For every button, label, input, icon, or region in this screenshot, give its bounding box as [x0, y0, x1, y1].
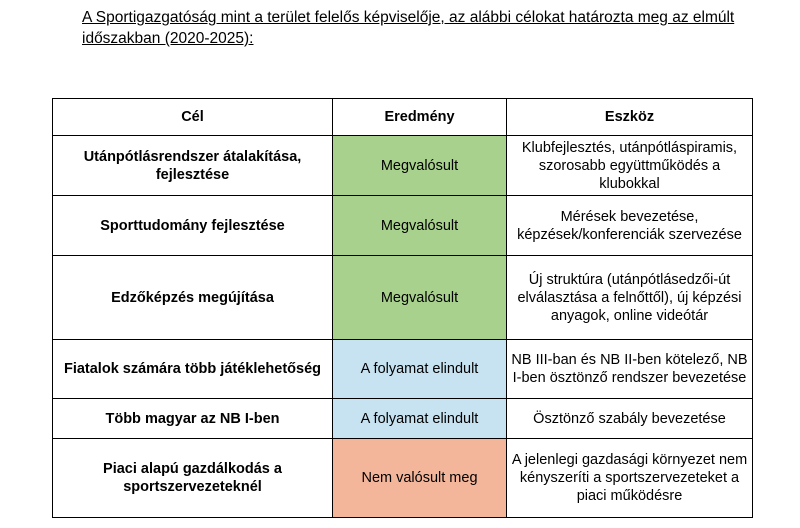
tool-cell: A jelenlegi gazdasági környezet nem kényszeríti a sportszervezeteket a piaci működésre — [507, 439, 753, 518]
result-cell: Megvalósult — [333, 196, 507, 256]
goal-cell: Fiatalok számára több játéklehetőség — [53, 340, 333, 399]
table-row — [53, 340, 753, 399]
goal-cell: Edzőképzés megújítása — [53, 256, 333, 340]
result-cell: Megvalósult — [333, 136, 507, 196]
tool-cell: Klubfejlesztés, utánpótláspiramis, szorosabb együttműködés a klubokkal — [507, 136, 753, 196]
intro-text: A Sportigazgatóság mint a terület felelős képviselője, az alábbi célokat határozta meg az elmúlt időszakban (2020-2025): — [82, 9, 735, 47]
result-cell: Megvalósult — [333, 256, 507, 340]
table-row — [53, 399, 753, 439]
table-row — [53, 136, 753, 196]
tool-cell: NB III-ban és NB II-ben kötelező, NB I-ben ösztönző rendszer bevezetése — [507, 340, 753, 399]
goal-cell: Sporttudomány fejlesztése — [53, 196, 333, 256]
table-row — [53, 256, 753, 340]
tool-cell: Új struktúra (utánpótlásedzői-út elválasztása a felnőttől), új képzési anyagok, online videótár — [507, 256, 753, 340]
goal-cell: Piaci alapú gazdálkodás a sportszervezeteknél — [53, 439, 333, 518]
result-cell: Nem valósult meg — [333, 439, 507, 518]
header-tool: Eszköz — [507, 99, 753, 136]
header-result: Eredmény — [333, 99, 507, 136]
tool-cell: Ösztönző szabály bevezetése — [507, 399, 753, 439]
goals-table — [52, 98, 753, 518]
table-row — [53, 439, 753, 518]
header-goal: Cél — [53, 99, 333, 136]
tool-cell: Mérések bevezetése, képzések/konferenciák szervezése — [507, 196, 753, 256]
table-header-row — [53, 99, 753, 136]
goal-cell: Utánpótlásrendszer átalakítása, fejlesztése — [53, 136, 333, 196]
result-cell: A folyamat elindult — [333, 399, 507, 439]
result-cell: A folyamat elindult — [333, 340, 507, 399]
table-row — [53, 196, 753, 256]
goal-cell: Több magyar az NB I-ben — [53, 399, 333, 439]
